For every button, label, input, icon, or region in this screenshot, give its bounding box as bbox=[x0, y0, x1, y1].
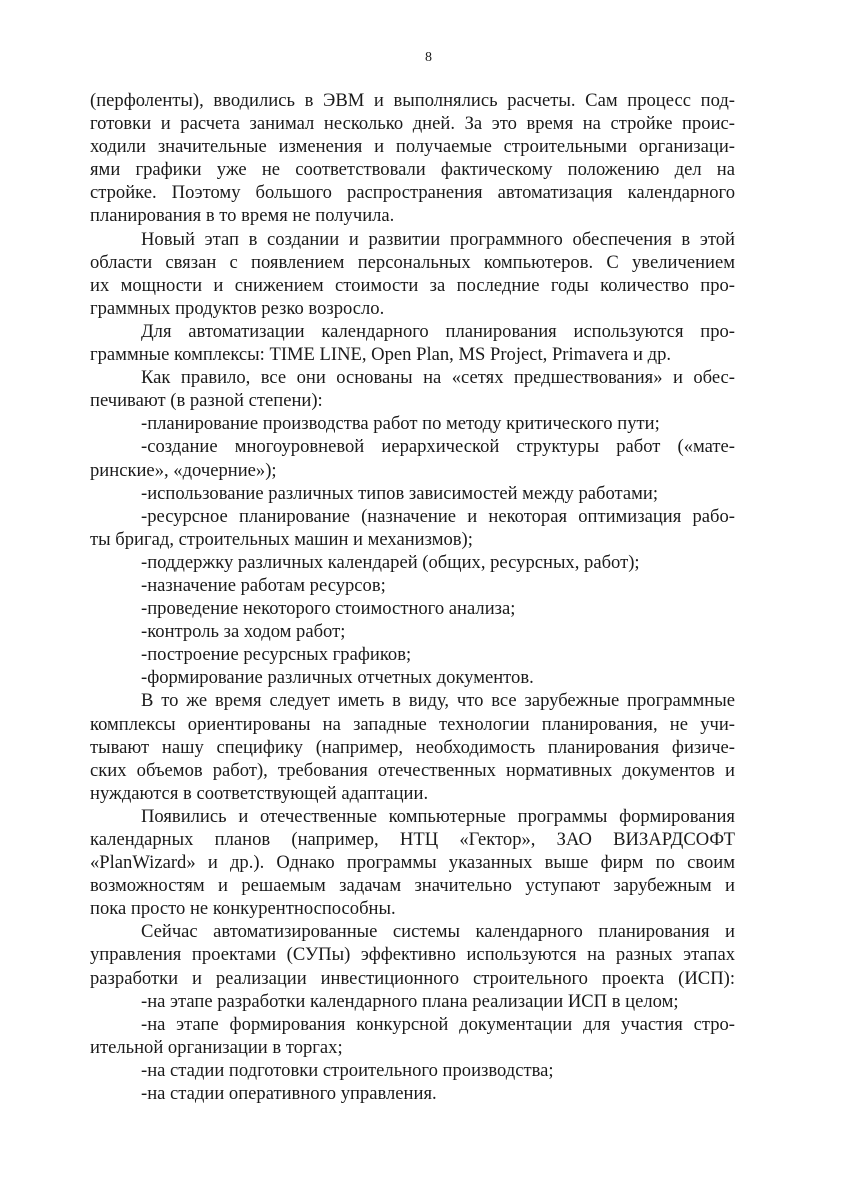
text-line: «PlanWizard» и др.). Однако программы указанных выше фирм по своим bbox=[90, 852, 735, 874]
text-line: -на стадии подготовки строительного производства; bbox=[141, 1059, 554, 1081]
page-number: 8 bbox=[425, 50, 432, 65]
text-line: области связан с появлением персональных компьютеров. С увеличением bbox=[90, 251, 735, 273]
text-line: -построение ресурсных графиков; bbox=[141, 644, 412, 666]
text-line: управления проектами (СУПы) эффективно используются на разных этапах bbox=[90, 944, 735, 966]
text-line: -на этапе разработки календарного плана реализации ИСП в целом; bbox=[141, 990, 679, 1012]
text-line: ты бригад, строительных машин и механизмов); bbox=[90, 528, 473, 550]
list-item bbox=[90, 597, 735, 620]
text-line: ями графики уже не соответствовали фактическому положению дел на bbox=[90, 159, 735, 181]
list-item bbox=[90, 412, 735, 435]
text-line: календарных планов (например, НТЦ «Гектор», ЗАО ВИЗАРДСОФТ bbox=[90, 829, 735, 850]
list-item bbox=[90, 643, 735, 666]
text-paragraph bbox=[90, 920, 735, 989]
text-paragraph bbox=[90, 89, 735, 228]
list-item bbox=[90, 620, 735, 643]
text-line: комплексы ориентированы на западные технологии планирования, не учи- bbox=[90, 713, 735, 735]
text-line: планирования в то время не получила. bbox=[90, 205, 395, 227]
list-item bbox=[90, 1013, 735, 1059]
list-item bbox=[90, 551, 735, 574]
text-paragraph bbox=[90, 689, 735, 804]
list-item bbox=[90, 574, 735, 597]
text-line: -создание многоуровневой иерархической структуры работ («мате- bbox=[141, 436, 735, 458]
list-item bbox=[90, 990, 735, 1013]
text-line: граммных продуктов резко возросло. bbox=[90, 297, 385, 319]
text-line: Появились и отечественные компьютерные программы формирования bbox=[141, 805, 735, 827]
list-item bbox=[90, 505, 735, 551]
text-paragraph bbox=[90, 320, 735, 366]
text-paragraph bbox=[90, 228, 735, 320]
text-line: граммные комплексы: TIME LINE, Open Plan, MS Project, Primavera и др. bbox=[90, 344, 672, 366]
list-item bbox=[90, 666, 735, 689]
text-line: возможностям и решаемым задачам значительно уступают зарубежным и bbox=[90, 875, 735, 897]
text-line: Сейчас автоматизированные системы календарного планирования и bbox=[141, 921, 735, 943]
text-line: Новый этап в создании и развитии программного обеспечения в этой bbox=[141, 228, 735, 250]
text-paragraph bbox=[90, 805, 735, 920]
list-item bbox=[90, 1059, 735, 1082]
text-line: -проведение некоторого стоимостного анализа; bbox=[141, 598, 516, 620]
list-item bbox=[90, 482, 735, 505]
text-line: готовки и расчета занимал несколько дней. За это время на стройке проис- bbox=[90, 113, 735, 135]
text-line: -использование различных типов зависимостей между работами; bbox=[141, 482, 659, 504]
text-line: (перфоленты), вводились в ЭВМ и выполнялись расчеты. Сам процесс под- bbox=[90, 90, 735, 111]
text-line: ских объемов работ), требования отечественных нормативных документов и bbox=[90, 759, 735, 781]
text-line: ринские», «дочерние»); bbox=[90, 459, 277, 481]
text-line: печивают (в разной степени): bbox=[90, 390, 323, 412]
text-line: Для автоматизации календарного планирования используются про- bbox=[141, 320, 735, 342]
text-line: нуждаются в соответствующей адаптации. bbox=[90, 782, 429, 804]
text-line: тывают нашу специфику (например, необходимость планирования физиче- bbox=[90, 736, 735, 758]
text-line: ительной организации в торгах; bbox=[90, 1036, 343, 1058]
text-line: -на стадии оперативного управления. bbox=[141, 1083, 437, 1105]
text-paragraph bbox=[90, 366, 735, 412]
text-line: -контроль за ходом работ; bbox=[141, 621, 346, 643]
text-line: -назначение работам ресурсов; bbox=[141, 574, 386, 596]
body-text bbox=[90, 89, 735, 1105]
list-item bbox=[90, 435, 735, 481]
text-line: ходили значительные изменения и получаемые строительными организаци- bbox=[90, 136, 735, 158]
text-line: -на этапе формирования конкурсной документации для участия стро- bbox=[141, 1013, 735, 1035]
text-line: -планирование производства работ по методу критического пути; bbox=[141, 413, 660, 435]
text-line: -ресурсное планирование (назначение и некоторая оптимизация рабо- bbox=[141, 505, 735, 527]
text-line: стройке. Поэтому большого распространения автоматизация календарного bbox=[90, 182, 735, 204]
text-line: -поддержку различных календарей (общих, ресурсных, работ); bbox=[141, 551, 640, 573]
text-line: В то же время следует иметь в виду, что все зарубежные программные bbox=[141, 690, 735, 712]
text-line: их мощности и снижением стоимости за последние годы количество про- bbox=[90, 274, 735, 296]
text-line: разработки и реализации инвестиционного строительного проекта (ИСП): bbox=[90, 967, 735, 989]
text-line: -формирование различных отчетных документов. bbox=[141, 667, 534, 689]
text-line: пока просто не конкурентноспособны. bbox=[90, 898, 396, 920]
text-line: Как правило, все они основаны на «сетях предшествования» и обес- bbox=[141, 367, 735, 389]
list-item bbox=[90, 1082, 735, 1105]
